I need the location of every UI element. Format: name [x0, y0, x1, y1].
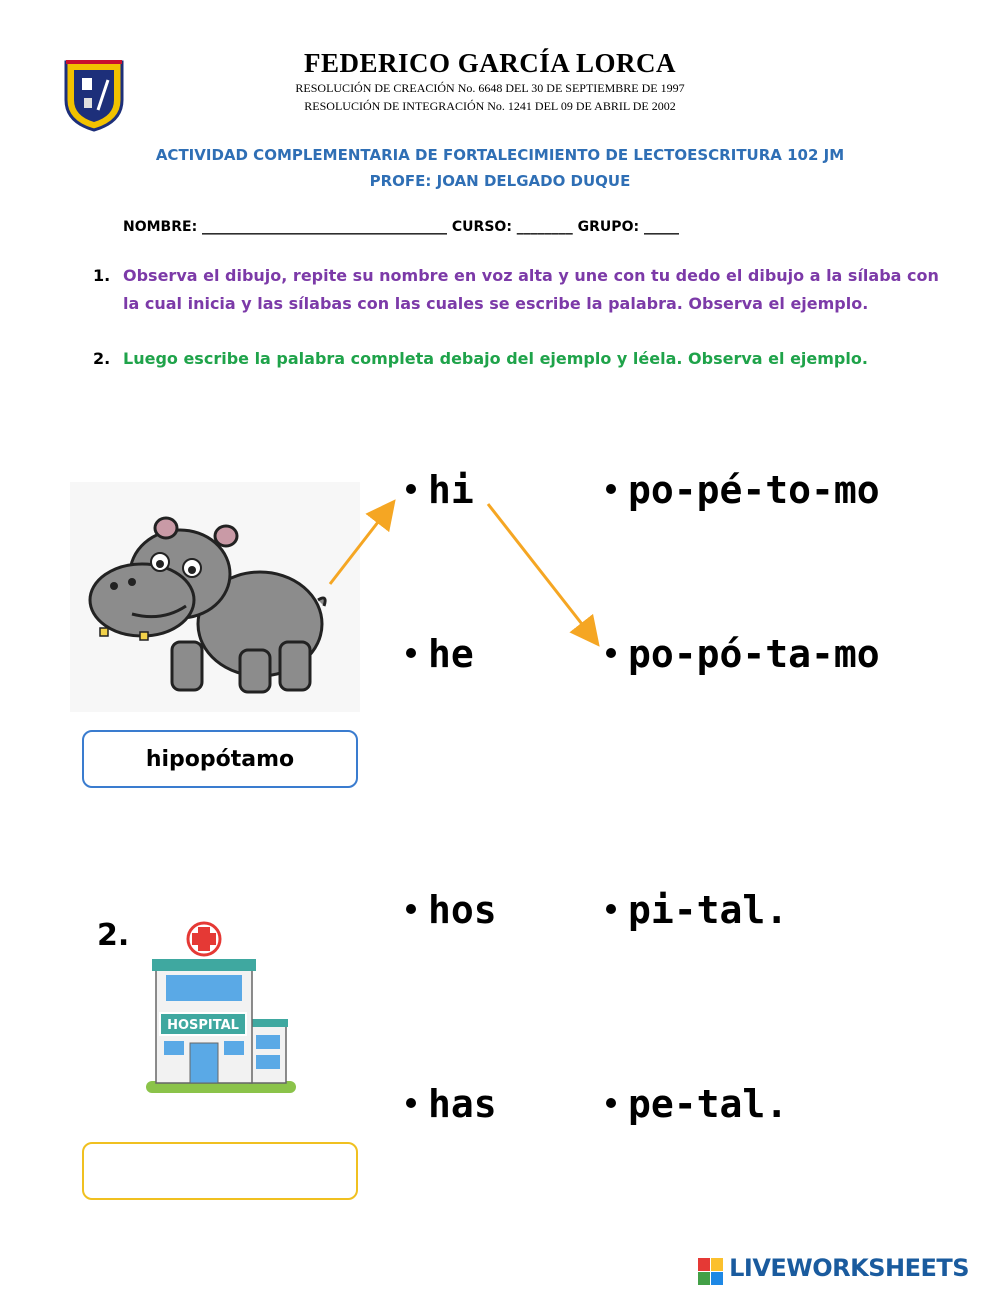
- instruction-2: [93, 345, 953, 373]
- syllable-option[interactable]: pe-tal.: [606, 1082, 788, 1126]
- instruction-number: 1.: [93, 266, 111, 285]
- school-name: FEDERICO GARCÍA LORCA: [303, 48, 677, 78]
- bullet-icon: [406, 904, 416, 914]
- syllable-option[interactable]: he: [406, 632, 474, 676]
- bullet-icon: [606, 1098, 616, 1108]
- footer-brand-text: LIVEWORKSHEETS: [729, 1254, 970, 1282]
- bullet-icon: [606, 904, 616, 914]
- bullet-icon: [606, 484, 616, 494]
- arrow-to-rest-syllables: [488, 504, 596, 642]
- bullet-icon: [406, 1098, 416, 1108]
- answer-box[interactable]: hipopótamo: [82, 730, 358, 788]
- teacher-name: PROFE: JOAN DELGADO DUQUE: [369, 172, 631, 190]
- syllable-option[interactable]: hi: [406, 468, 474, 512]
- student-info-line: NOMBRE: ___________________________________ CURSO: ________ GRUPO: _____: [123, 219, 679, 235]
- exercise-number: 2.: [97, 918, 130, 953]
- liveworksheets-logo[interactable]: [698, 1254, 969, 1286]
- resolution-creation: RESOLUCIÓN DE CREACIÓN No. 6648 DEL 30 DE SEPTIEMBRE DE 1997: [295, 81, 685, 95]
- instruction-text: Luego escribe la palabra completa debajo del ejemplo y léela. Observa el ejemplo.: [123, 349, 868, 368]
- hippo-icon: [70, 482, 360, 712]
- hospital-sign-text: HOSPITAL: [167, 1018, 239, 1033]
- school-crest-logo: [62, 56, 126, 132]
- syllable-option[interactable]: pi-tal.: [606, 888, 788, 932]
- syllable-option[interactable]: po-pé-to-mo: [606, 468, 880, 512]
- bullet-icon: [606, 648, 616, 658]
- answer-box[interactable]: [82, 1142, 358, 1200]
- instruction-1: [93, 262, 953, 318]
- arrow-to-first-syllable: [330, 504, 392, 584]
- activity-title: ACTIVIDAD COMPLEMENTARIA DE FORTALECIMIENTO DE LECTOESCRITURA 102 JM: [155, 146, 845, 164]
- bullet-icon: [406, 648, 416, 658]
- resolution-integration: RESOLUCIÓN DE INTEGRACIÓN No. 1241 DEL 09 DE ABRIL DE 2002: [304, 99, 676, 113]
- instruction-text: Observa el dibujo, repite su nombre en voz alta y une con tu dedo el dibujo a la sílaba con la cual inicia y las sílabas con las cuales se escribe la palabra. Observa el ejemplo.: [123, 266, 939, 313]
- live-badge-icon: [698, 1258, 724, 1286]
- instruction-number: 2.: [93, 349, 111, 368]
- hospital-icon: [100, 915, 320, 1125]
- syllable-option[interactable]: has: [406, 1082, 497, 1126]
- bullet-icon: [406, 484, 416, 494]
- syllable-option[interactable]: hos: [406, 888, 497, 932]
- syllable-option[interactable]: po-pó-ta-mo: [606, 632, 880, 676]
